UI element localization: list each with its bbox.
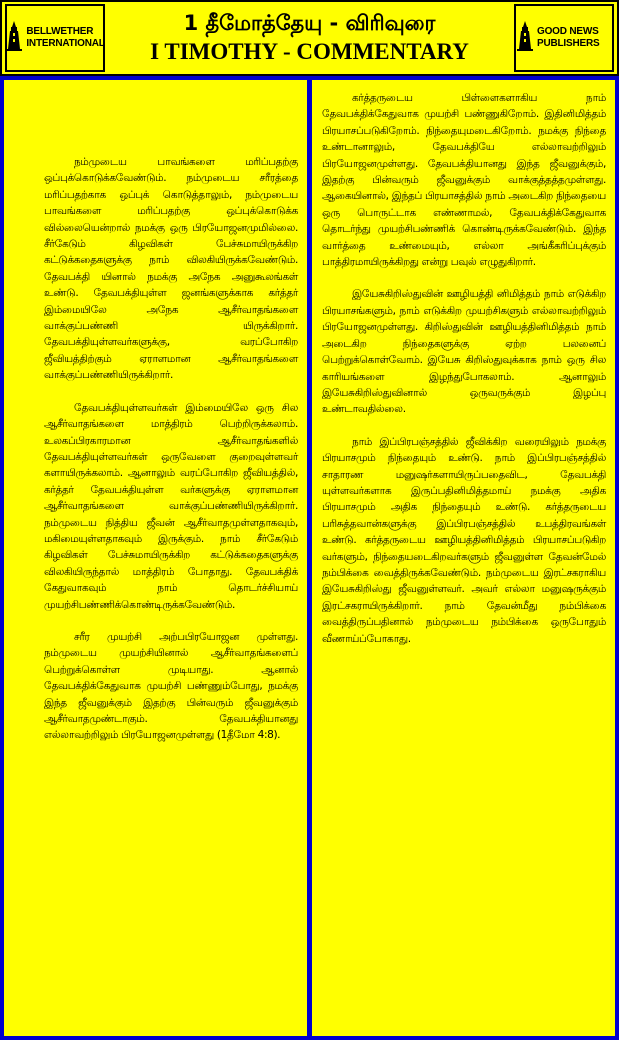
- page-title-tamil: 1 தீமோத்தேயு - விரிவுரை: [183, 11, 436, 35]
- left-column: [4, 80, 307, 1036]
- right-column: [312, 80, 615, 1036]
- paragraph: நம்முடைய பாவங்களை மரிப்பதற்கு ஒப்புக்கொடுக்கவேண்டும். நம்முடைய சரீரத்தை மரிப்பதற்காக ஒப்புக் கொடுத்தாலும், நம்முடைய பாவங்களை மரிப்பதற்கு ஒப்புக்கொடுக்க வில்லையென்றால் நமக்கு ஒரு பிரயோஜனமுமில்லை. சீர்கேடும் கிழவிகள் பேச்சுமாயிருக்கிற கட்டுக்கதைகளுக்கு நாம் விலகியிருக்கவேண்டும். தேவபக்தி யினால் நமக்கு அநேக அனுகூலங்கள் உண்டு. தேவபக்தியுள்ள ஜனங்களுக்காக கர்த்தர் இம்மையிலே அநேக ஆசீர்வாதங்களை வாக்குப்பண்ணி யிருக்கிறார். தேவபக்தியுள்ளவர்களுக்கு, வரப்போகிற ஜீவியத்திற்கும் ஏராளமான ஆசீர்வாதங்களை வாக்குப்பண்ணியிருக்கிறார்.: [44, 156, 298, 382]
- header: [0, 0, 619, 76]
- paragraph: தேவபக்தியுள்ளவர்கள் இம்மையிலே ஒரு சில ஆசீர்வாதங்களை மாத்திரம் பெற்றிருக்கலாம். உலகப்பிரகாரமான ஆசீர்வாதங்களில் தேவபக்தியுள்ளவர்கள் ஒருவேளை குறைவுள்ளவர் களாயிருக்கலாம். ஆனாலும் வரப்போகிற ஜீவியத்தில், கர்த்தர் தேவபக்தியுள்ள வர்களுக்கு ஏராளமான ஆசீர்வாதங்களை வாக்குப்பண்ணியிருக்கிறார். நம்முடைய நித்திய ஜீவன் ஆசீர்வாதமுள்ளதாகவும், மகிமையுள்ளதாகவும் இருக்கும். நாம் சீர்கேடும் கிழவிகள் பேச்சுமாயிருக்கிற கட்டுக்கதைகளுக்கு விலகியிருந்தால் மாத்திரம் போதாது. தேவபக்திக் கேதுவாகவும் நாம் தொடர்ச்சியாய் முயற்சிபண்ணிக்கொண்டிருக்கவேண்டும்.: [44, 401, 298, 611]
- paragraph: சரீர முயற்சி அற்பபிரயோஜன முள்ளது. நம்முடைய முயற்சியினால் ஆசீர்வாதங்களைப் பெற்றுக்கொள்ள முடியாது. ஆனால் தேவபக்திக்கேதுவாக முயற்சி பண்ணும்போது, நமக்கு இந்த ஜீவனுக்கும் இதற்கு பின்வரும் ஜீவனுக்கும் ஆசீர்வாதமுண்டாகும். தேவபக்தியானது எல்லாவற்றிலும் பிரயோஜனமுள்ளது (1தீமோ 4:8).: [44, 630, 298, 742]
- paragraph: இயேசுகிறிஸ்துவின் ஊழியத்தி னிமித்தம் நாம் எடுக்கிற பிரயாசங்களும், நாம் எடுக்கிற முயற்சிகளும் எல்லாவற்றிலும் பிரயோஜனமுள்ளது. கிறிஸ்துவின் ஊழியத்தினிமித்தம் நாம் அடைகிற நிந்தைகளுக்கு ஏற்ற பலனைப் பெற்றுக்கொள்வோம். இயேசு கிறிஸ்துவுக்காக நாம் ஒரு சில காரியங்களை இழந்துபோகலாம். ஆனாலும் இயேசுகிறிஸ்துவினால் ஒருவருக்கும் இழப்பு உண்டாவதில்லை.: [322, 288, 606, 416]
- paragraph: கர்த்தருடைய பிள்ளைகளாகிய நாம் தேவபக்திக்கேதுவாக முயற்சி பண்ணுகிறோம். இதினிமித்தம் பிரயாசப்படுகிறோம். நிந்தையுமடைகிறோம். நமக்கு நிந்தை உண்டானாலும், தேவபக்தியே எல்லாவற்றிலும் பிரயோஜனமுள்ளது. தேவபக்தியானது இந்த ஜீவனுக்கும், இதற்கு பின்வரும் ஜீவனுக்கும் வாக்குத்தத்தமுள்ளது. ஆகையினால், இந்தப் பிரயாசத்தில் நாம் அடைகிற நிந்தையை ஒரு பொருட்டாக எண்ணாமல், தேவபக்திக்கேதுவாக தொடர்ந்து முயற்சிபண்ணிக் கொண்டிருக்கவேண்டும். இந்த வார்த்தை உண்மையும், எல்லா அங்கீகரிப்புக்கும் பாத்திரமாயிருக்கிறது என்று பவுல் எழுதுகிறார்.: [322, 92, 606, 269]
- paragraph: நாம் இப்பிரபஞ்சத்தில் ஜீவிக்கிற வரையிலும் நமக்கு பிரயாசமும் நிந்தையும் உண்டு. நாம் இப்பிரபஞ்சத்தில் சாதாரண மனுஷர்களாயிருப்பதைவிட, தேவபக்தி யுள்ளவர்களாக இருப்பதினிமித்தமாய் நமக்கு அதிக பிரயாசமும் அதிக நிந்தையும் உண்டு. கர்த்தருடைய பரிசுத்தவான்களுக்கு இப்பிரபஞ்சத்தில் உபத்திரவங்கள் உண்டு. கர்த்தருடைய ஊழியத்தினிமித்தம் பிரயாசப்படுகிற வர்களும், நிந்தையடைகிறவர்களும் ஜீவனுள்ள தேவன்மேல் நம்பிக்கை வைத்திருக்கவேண்டும். நம்முடைய இரட்சகராகிய இயேசுகிறிஸ்து ஜீவனுள்ளவர். அவர் எல்லா மனுஷருக்கும் இரட்சகராயிருக்கிறார். நாம் தேவன்மீது நம்பிக்கை வைத்திருப்பதினால் நம்முடைய நம்பிக்கை ஒருபோதும் வீணாய்ப்போகாது.: [322, 435, 606, 645]
- content-area: [0, 76, 619, 1040]
- title-block: [110, 4, 509, 72]
- good-news-logo-text: GOOD NEWS PUBLISHERS: [537, 26, 600, 49]
- bellwether-tower-icon: [5, 21, 23, 55]
- good-news-logo: [514, 4, 614, 72]
- bellwether-logo: [5, 4, 105, 72]
- good-news-tower-icon: [516, 21, 534, 55]
- page-title-english: I TIMOTHY - COMMENTARY: [150, 39, 469, 64]
- bellwether-logo-text: BELLWETHER INTERNATIONAL: [26, 26, 105, 49]
